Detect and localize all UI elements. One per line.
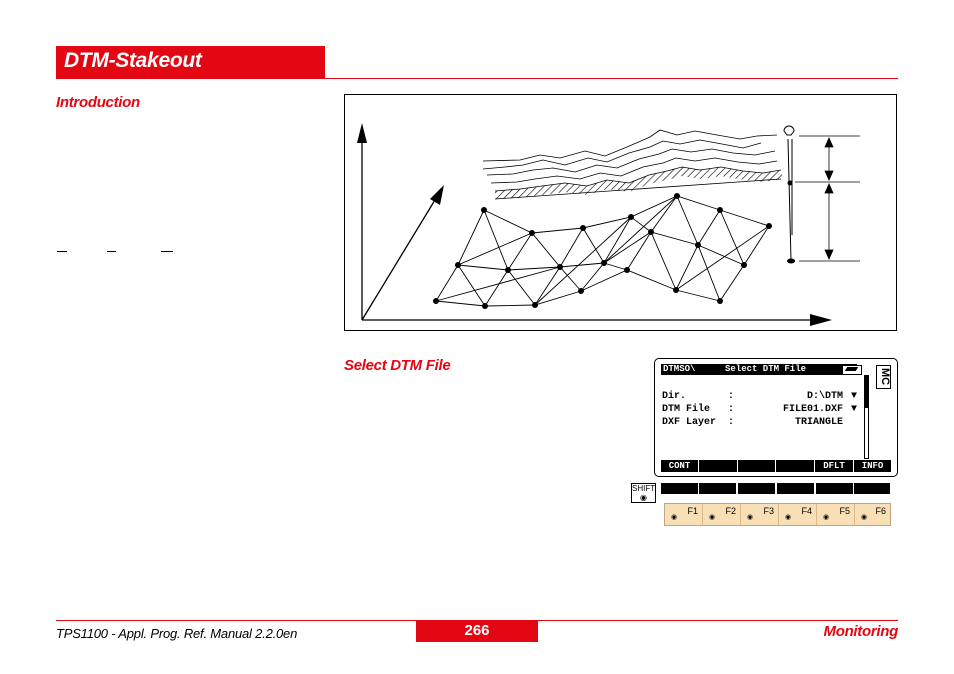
battery-icon	[842, 365, 862, 375]
underline-mark	[107, 251, 116, 252]
softkey-info[interactable]: INFO	[861, 461, 884, 471]
depth-axis-arrow	[430, 185, 444, 205]
f4-key[interactable]	[779, 504, 817, 525]
scrollbar[interactable]	[864, 375, 869, 459]
height-dimensions	[795, 136, 860, 261]
key-dot-icon: ◉	[709, 514, 716, 521]
field-dtm-file[interactable]	[662, 404, 857, 416]
shift-softkey-bar	[661, 483, 890, 494]
underline-mark	[161, 251, 173, 252]
mc-indicator: MC	[876, 365, 891, 389]
key-dot-icon: ◉	[747, 514, 754, 521]
introduction-heading: Introduction	[56, 94, 140, 111]
key-label: F4	[801, 506, 812, 516]
field-label: Dir. :	[662, 391, 735, 402]
softkey-4[interactable]	[776, 460, 815, 472]
dropdown-arrow-icon[interactable]: ▼	[850, 391, 857, 402]
screen-header	[661, 364, 857, 375]
key-label: F1	[687, 506, 698, 516]
key-dot-icon: ◉	[671, 514, 678, 521]
dropdown-arrow-icon[interactable]: ▼	[850, 404, 857, 415]
depth-axis	[362, 195, 438, 320]
shift-dot-icon: ◉	[640, 493, 647, 502]
title-banner	[56, 46, 325, 78]
f6-key[interactable]	[855, 504, 890, 525]
f1-key[interactable]	[665, 504, 703, 525]
shift-label: SHIFT	[632, 484, 656, 493]
ground-hatch	[495, 167, 783, 199]
screen-title: Select DTM File	[725, 364, 807, 374]
field-dxf-layer[interactable]	[662, 417, 857, 429]
f5-key[interactable]	[817, 504, 855, 525]
field-dir[interactable]	[662, 391, 857, 403]
chapter-name: Monitoring	[823, 623, 898, 640]
softkey-dflt[interactable]: DFLT	[815, 460, 854, 472]
select-dtm-file-heading: Select DTM File	[344, 357, 451, 374]
field-label: DXF Layer :	[662, 417, 735, 428]
vertical-axis-arrow	[357, 123, 367, 143]
key-dot-icon: ◉	[785, 514, 792, 521]
dtm-point	[787, 259, 795, 264]
field-value: D:\DTM	[806, 391, 843, 402]
softkey-cont[interactable]: CONT	[661, 460, 699, 472]
dtm-diagram	[345, 95, 898, 332]
dtm-illustration	[344, 94, 897, 331]
underline-mark	[57, 251, 67, 252]
screen-path: DTMSO\	[663, 364, 696, 374]
field-value: FILE01.DXF	[782, 404, 843, 415]
softkey-3[interactable]	[738, 460, 776, 472]
key-label: F6	[875, 506, 886, 516]
key-dot-icon: ◉	[823, 514, 830, 521]
softkey-2[interactable]	[699, 460, 738, 472]
softkey-bar	[661, 460, 891, 472]
page-title: DTM-Stakeout	[64, 49, 202, 72]
f3-key[interactable]	[741, 504, 779, 525]
key-label: F2	[725, 506, 736, 516]
f2-key[interactable]	[703, 504, 741, 525]
key-label: F3	[763, 506, 774, 516]
title-rule	[56, 78, 898, 79]
shift-key[interactable]	[631, 483, 656, 503]
manual-title: TPS1100 - Appl. Prog. Ref. Manual 2.2.0en	[56, 626, 298, 641]
key-dot-icon: ◉	[861, 514, 868, 521]
tin-points	[433, 193, 772, 309]
horizontal-axis-arrow	[810, 314, 832, 326]
stake-pole	[784, 126, 794, 261]
surface-point	[788, 181, 793, 186]
field-label: DTM File :	[662, 404, 735, 415]
function-key-strip	[664, 503, 891, 526]
instrument-screen	[654, 358, 898, 477]
page-number: 266	[416, 621, 538, 642]
field-value: TRIANGLE	[794, 417, 843, 428]
key-label: F5	[839, 506, 850, 516]
scroll-thumb[interactable]	[865, 376, 868, 408]
